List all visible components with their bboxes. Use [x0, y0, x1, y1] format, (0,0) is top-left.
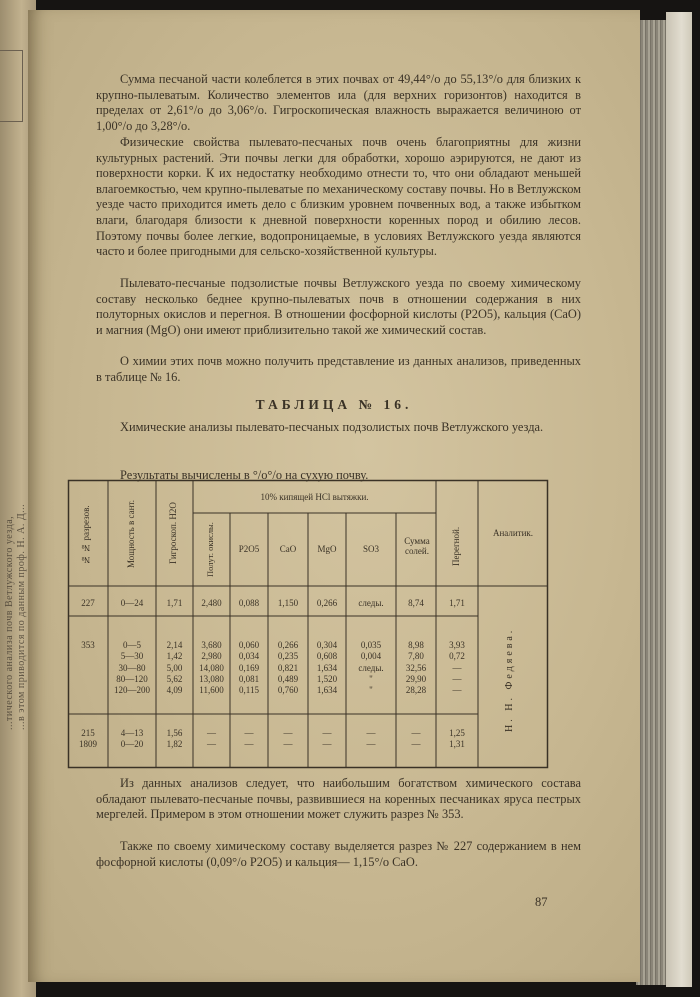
- table-subtitle: Результаты вычислены в °/о°/о на сухую почву.: [120, 468, 369, 482]
- book-page: [28, 10, 640, 982]
- header-analitik: Аналитик.: [492, 528, 534, 538]
- table-grid: [68, 480, 548, 768]
- analysis-table: [68, 480, 548, 768]
- cell-so3: 0,035 0,004 следы. " ": [358, 640, 384, 696]
- cell-so3: — —: [366, 728, 376, 750]
- cell-so3: следы.: [358, 598, 384, 608]
- cell-pereg: 1,71: [449, 598, 465, 608]
- header-cao: CaO: [279, 544, 297, 554]
- header-summa: Сумма солей.: [404, 536, 430, 556]
- paragraph: Пылевато-песчаные подзолистые почвы Ветлужского уезда по своему химическому составу несколько беднее крупно-пылеватых почв в отношении содержания в них полуторных окислов и перегноя. В отношении фосфорной кислоты (P2O5), кальция (CaO) и магния (MgO) они имеют приблизительно такой же химический состав.: [96, 276, 581, 337]
- book-cover-edge: [666, 12, 692, 987]
- cell-mgo: — —: [322, 728, 332, 750]
- header-gigroskop: Гигроскоп. H2O: [168, 502, 178, 565]
- previous-page-line: ...в этом приводится по данным проф. Н. А. Д...: [16, 503, 27, 730]
- cell-moshchnost: 0—24: [120, 598, 144, 608]
- header-polutor: Полут. окислы.: [205, 522, 215, 578]
- page-number: 87: [535, 895, 548, 909]
- cell-p2o5: — —: [244, 728, 254, 750]
- analyst-name: Н. Н. Федяева.: [504, 627, 515, 733]
- page-stack-edge: [636, 20, 666, 985]
- cell-p2o5: 0,060 0,034 0,169 0,081 0,115: [238, 640, 260, 696]
- cell-razrez: 353: [81, 640, 95, 650]
- header-mgo: MgO: [317, 544, 337, 554]
- header-so3: SO3: [362, 544, 379, 554]
- header-moshchnost: Мощность в сант.: [126, 500, 136, 568]
- cell-mgo: 0,304 0,608 1,634 1,520 1,634: [316, 640, 338, 696]
- cell-gigroskop: 1,56 1,82: [166, 728, 183, 750]
- paragraph: Также по своему химическому составу выделяется разрез № 227 содержанием в нем фосфорной кислоты (0,09°/о P2O5) и кальция— 1,15°/о CaO.: [96, 839, 581, 869]
- table-caption: Химические анализы пылевато-песчаных подзолистых почв Ветлужского уезда.: [120, 420, 544, 434]
- cell-gigroskop: 1,71: [166, 598, 183, 608]
- cell-summa: — —: [411, 728, 421, 750]
- cell-cao: 1,150: [277, 598, 299, 608]
- paragraph: Физические свойства пылевато-песчаных почв очень благоприятны для жизни культурных растений. Эти почвы легки для обработки, хорошо аэрируются, не дают из поверхности корки. К их недостатку необходимо отнести то, что они обладают меньшей влагоемкостью, чем крупно-пылеватые по механическому составу почвы. Но в Ветлужском уезде часто приходится иметь дело с близким уровнем почвенных вод, а также избытком влаги, благодаря близости к дневной поверхности коренных пород и обилию лесов. Поэтому почвы более легкие, водопроницаемые, в условиях Ветлужского уезда являются часто и более пригодными для сельско-хозяйственной культуры.: [96, 135, 581, 259]
- table-title: ТАБЛИЦА № 16.: [255, 397, 413, 412]
- cell-moshchnost: 0—5 5—30 30—80 80—120 120—200: [114, 640, 150, 696]
- cell-polutor: — —: [207, 728, 216, 750]
- previous-page-box: [0, 50, 23, 122]
- cell-razrez: 215 1809: [79, 728, 97, 750]
- header-p2o5: P2O5: [238, 544, 260, 554]
- cell-polutor: 3,680 2,980 14,080 13,080 11,600: [199, 640, 224, 696]
- header-group: 10% кипящей HCl вытяжки.: [260, 492, 369, 502]
- previous-page-line: ...тического анализа почв Ветлужского уезда,: [4, 515, 15, 730]
- cell-summa: 8,98 7,80 32,56 29,90 28,28: [405, 640, 427, 696]
- paragraph: О химии этих почв можно получить представление из данных анализов, приведенных в таблице № 16.: [96, 354, 581, 384]
- cell-mgo: 0,266: [316, 598, 338, 608]
- paragraph: Сумма песчаной части колеблется в этих почвах от 49,44°/о до 55,13°/о для близких к крупно-пылеватым. Количество элементов ила (для верхних горизонтов) находится в пределах от 2,61°/о до 3,06°/о. Гигроскопическая влажность выражается величиною от 1,00°/о до 3,28°/о.: [96, 72, 581, 133]
- cell-summa: 8,74: [408, 598, 424, 608]
- header-pereg: Перегной.: [451, 526, 461, 566]
- cell-pereg: 1,25 1,31: [449, 728, 465, 750]
- cell-razrez: 227: [81, 598, 95, 608]
- cell-moshchnost: 4—13 0—20: [120, 728, 144, 750]
- header-razrez: № № разрезов.: [81, 505, 91, 565]
- cell-polutor: 2,480: [201, 598, 222, 608]
- paragraph: Из данных анализов следует, что наибольшим богатством химического состава обладают пылевато-песчаные почвы, развившиеся на коренных песчаниках яруса пестрых мергелей. Примером в этом отношении может служить разрез № 353.: [96, 776, 581, 822]
- cell-gigroskop: 2,14 1,42 5,00 5,62 4,09: [166, 640, 183, 696]
- cell-pereg: 3,93 0,72 — — —: [449, 640, 465, 696]
- cell-p2o5: 0,088: [238, 598, 260, 608]
- cell-cao: 0,266 0,235 0,821 0,489 0,760: [277, 640, 299, 696]
- cell-cao: — —: [283, 728, 293, 750]
